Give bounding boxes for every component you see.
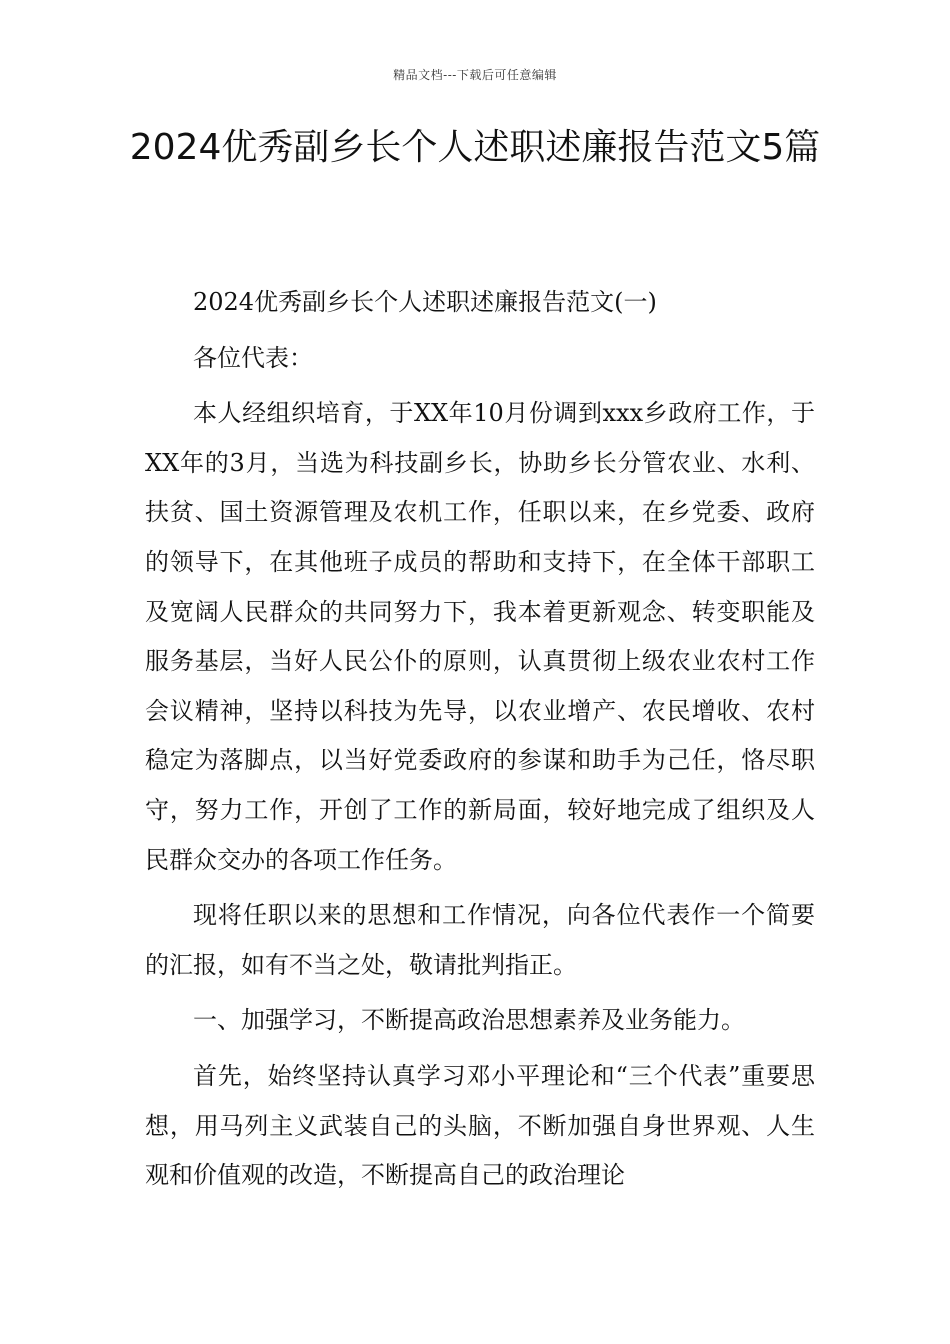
section-heading: 一、加强学习，不断提高政治思想素养及业务能力。 — [193, 1006, 745, 1035]
salutation-paragraph: 各位代表： — [193, 343, 313, 372]
subtitle-paragraph: 2024优秀副乡长个人述职述廉报告范文(一) — [193, 288, 657, 316]
body-paragraph: 现将任职以来的思想和工作情况，向各位代表作一个简要的汇报，如有不当之处，敬请批判指正。 — [145, 901, 815, 979]
body-paragraph: 本人经组织培育，于XX年10月份调到xxx乡政府工作，于XX年的3月，当选为科技副乡长，协助乡长分管农业、水利、扶贫、国土资源管理及农机工作，任职以来，在乡党委、政府的领导下，在其他班子成员的帮助和支持下，在全体干部职工及宽阔人民群众的共同努力下，我本着更新观念、转变职能及服务基层，当好人民公仆的原则，认真贯彻上级农业农村工作会议精神，坚持以科技为先导，以农业增产、农民增收、农村稳定为落脚点，以当好党委政府的参谋和助手为己任，恪尽职守，努力工作，开创了工作的新局面，较好地完成了组织及人民群众交办的各项工作任务。 — [145, 399, 815, 874]
document-body — [145, 278, 815, 1207]
body-paragraph: 首先，始终坚持认真学习邓小平理论和“三个代表”重要思想，用马列主义武装自己的头脑，不断加强自身世界观、人生观和价值观的改造，不断提高自己的政治理论 — [145, 1061, 815, 1190]
page-header-note: 精品文档---下载后可任意编辑 — [393, 68, 557, 82]
document-title: 2024优秀副乡长个人述职述廉报告范文5篇 — [129, 127, 821, 168]
